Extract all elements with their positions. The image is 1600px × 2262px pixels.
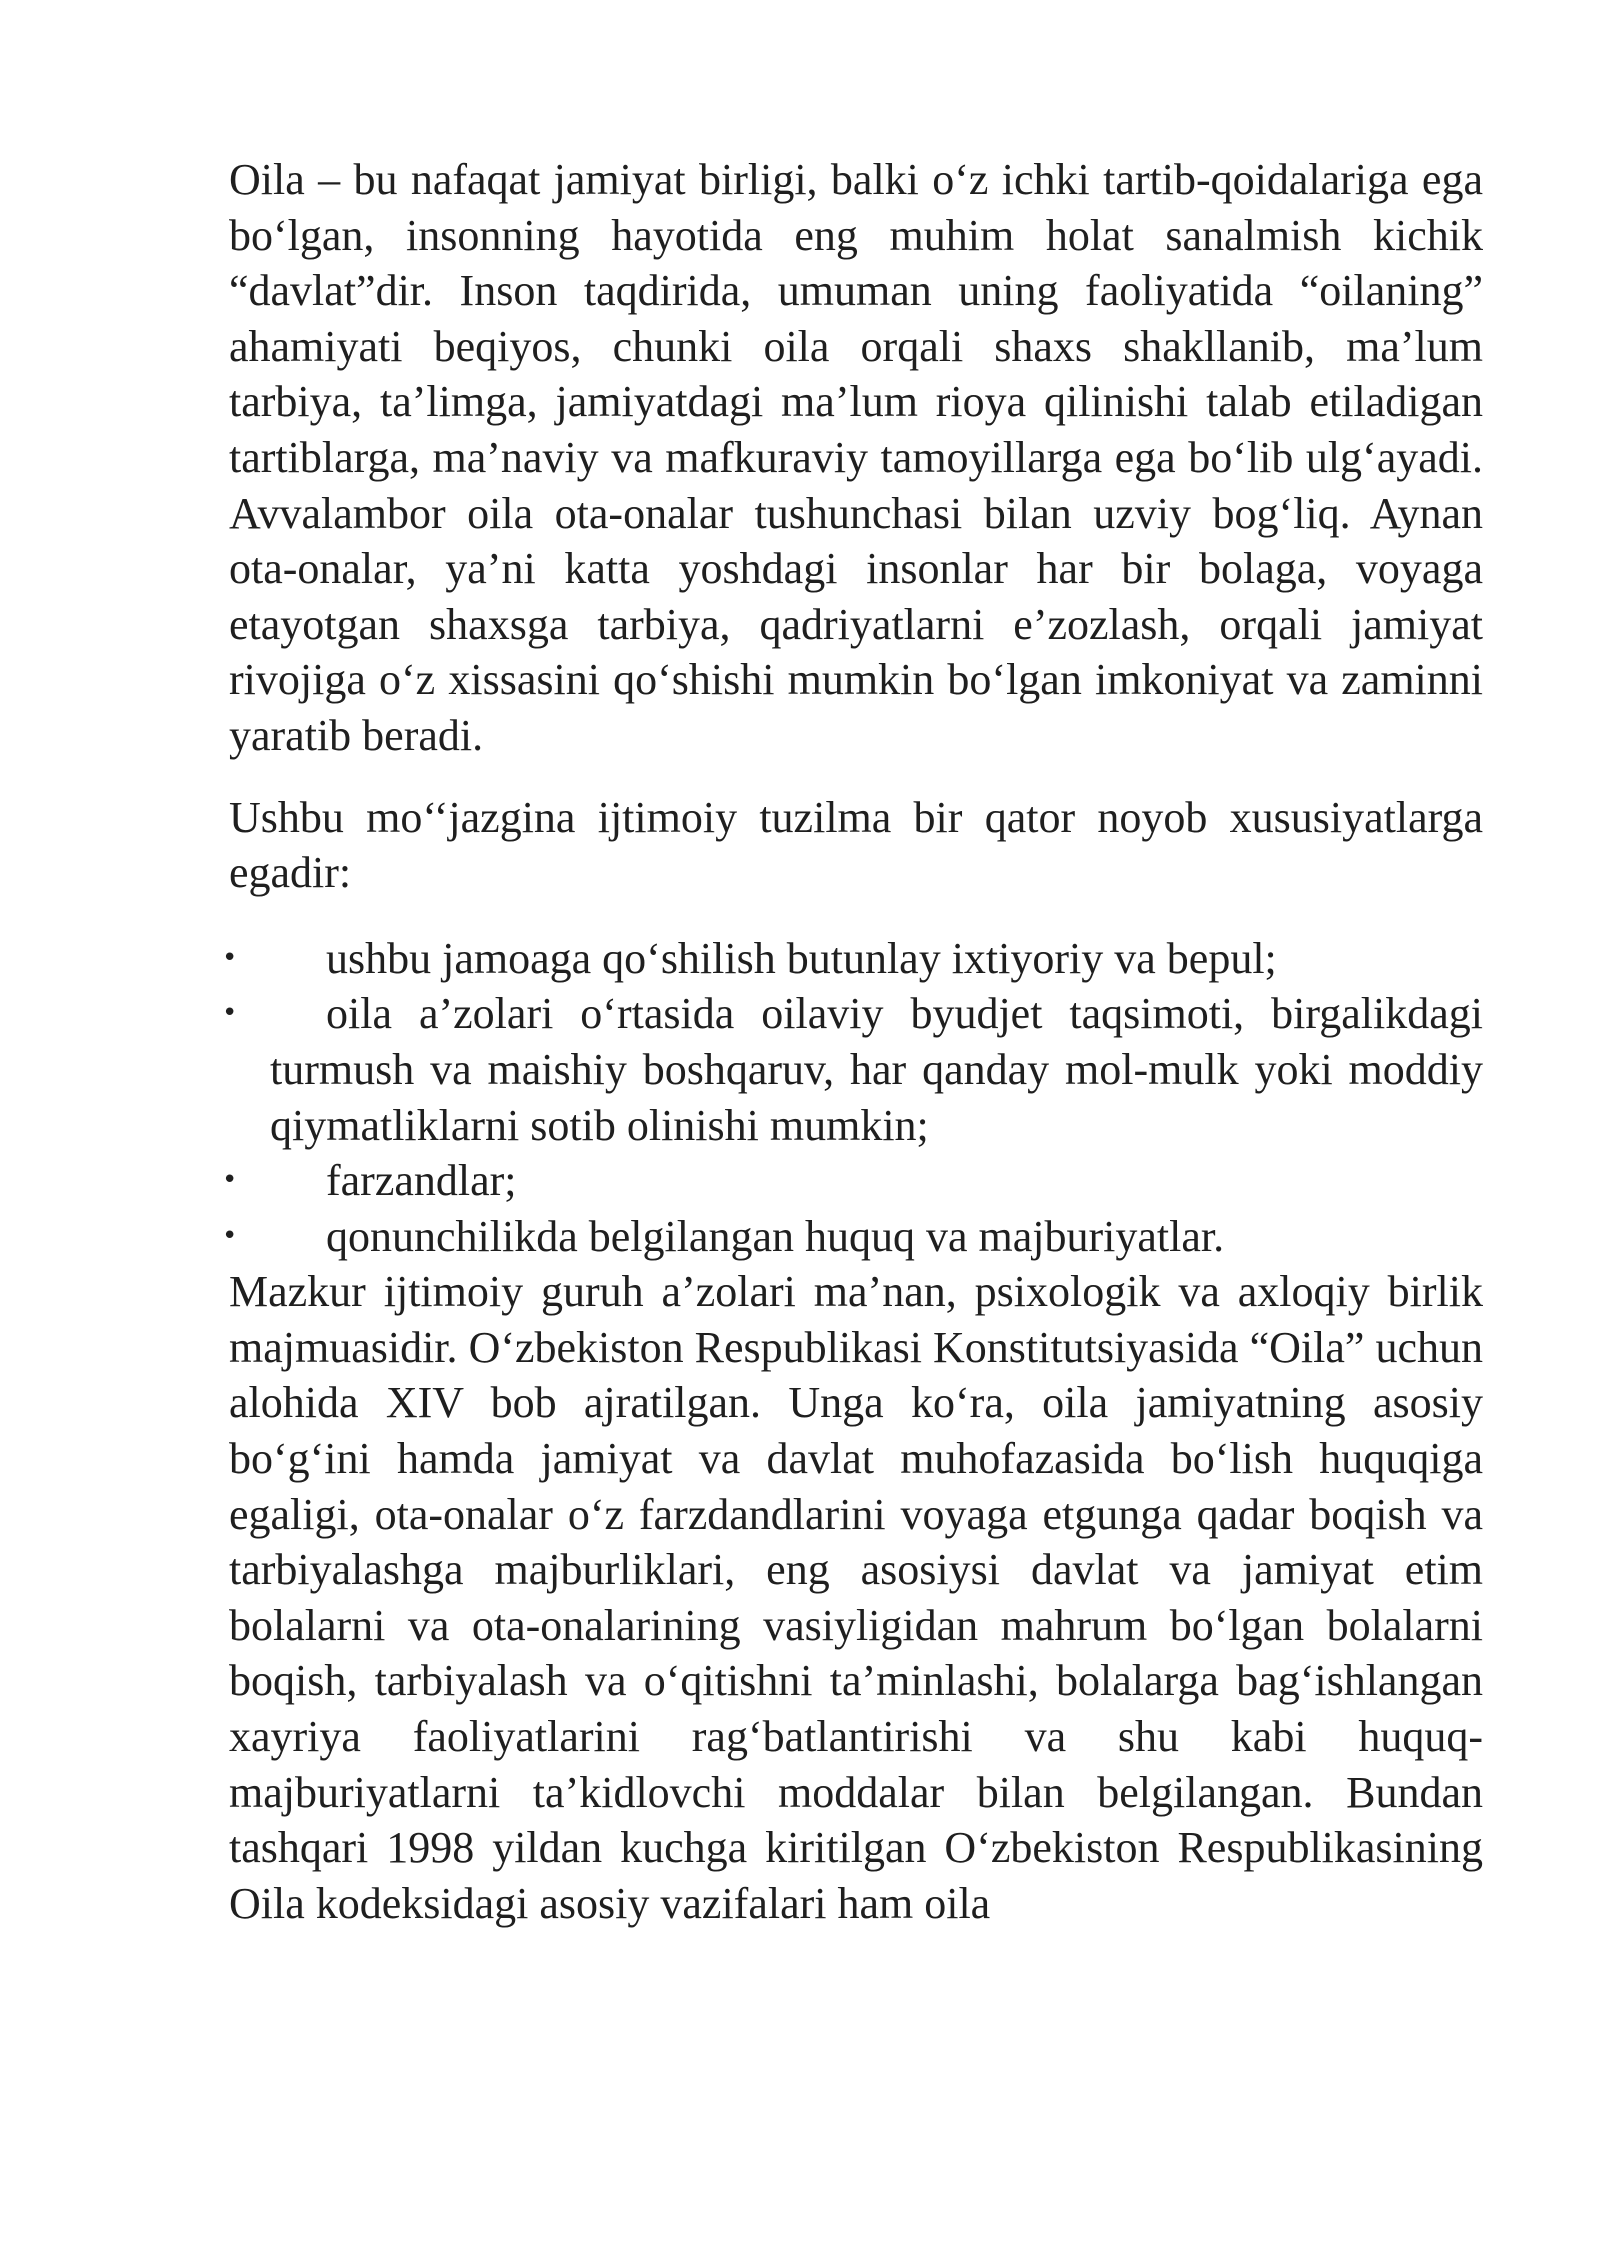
- list-item: [222, 1153, 1483, 1209]
- list-item: [222, 1209, 1483, 1265]
- bullet-icon: •: [222, 942, 238, 973]
- bullet-icon: •: [222, 1165, 238, 1196]
- bullet-icon: •: [222, 998, 238, 1029]
- list-item-text: ushbu jamoaga qo‘shilish butunlay ixtiyoriy va bepul;: [326, 933, 1277, 983]
- features-list: [222, 931, 1483, 1265]
- paragraph-family-definition: Oila – bu nafaqat jamiyat birligi, balki o‘z ichki tartib-qoidalariga ega bo‘lgan, insonning hayotida eng muhim holat sanalmish kichik “davlat”dir. Inson taqdirida, umuman uning faoliyatida “oilaning” ahamiyati beqiyos, chunki oila orqali shaxs shakllanib, ma’lum tarbiya, ta’limga, jamiyatdagi ma’lum rioya qilinishi talab etiladigan tartiblarga, ma’naviy va mafkuraviy tamoyillarga ega bo‘lib ulg‘ayadi. Avvalambor oila ota-onalar tushunchasi bilan uzviy bog‘liq. Aynan ota-onalar, ya’ni katta yoshdagi insonlar har bir bolaga, voyaga etayotgan shaxsga tarbiya, qadriyatlarni e’zozlash, orqali jamiyat rivojiga o‘z xissasini qo‘shishi mumkin bo‘lgan imkoniyat va zaminni yaratib beradi.: [229, 155, 1483, 760]
- document-page: [222, 152, 1483, 1931]
- paragraph-constitution: Mazkur ijtimoiy guruh a’zolari ma’nan, psixologik va axloqiy birlik majmuasidir. O‘zbekiston Respublikasi Konstitutsiyasida “Oila” uchun alohida XIV bob ajratilgan. Unga ko‘ra, oila jamiyatning asosiy bo‘g‘ini hamda jamiyat va davlat muhofazasida bo‘lish huquqiga egaligi, ota-onalar o‘z farzdandlarini voyaga etgunga qadar boqish va tarbiyalashga majburliklari, eng asosiysi davlat va jamiyat etim bolalarni va ota-onalarining vasiyligidan mahrum bo‘lgan bolalarni boqish, tarbiyalash va o‘qitishni ta’minlashi, bolalarga bag‘ishlangan xayriya faoliyatlarini rag‘batlantirishi va shu kabi huquq-majburiyatlarni ta’kidlovchi moddalar bilan belgilangan. Bundan tashqari 1998 yildan kuchga kiritilgan O‘zbekiston Respublikasining Oila kodeksidagi asosiy vazifalari ham oila: [229, 1267, 1483, 1928]
- list-item: [222, 986, 1483, 1153]
- list-item-text: qonunchilikda belgilangan huquq va majburiyatlar.: [326, 1211, 1225, 1261]
- list-item-text: farzandlar;: [326, 1156, 517, 1206]
- bullet-icon: •: [222, 1220, 238, 1251]
- list-item-text: oila a’zolari o‘rtasida oilaviy byudjet taqsimoti, birgalikdagi turmush va maishiy boshqaruv, har qanday mol-mulk yoki moddiy qiymatliklarni sotib olinishi mumkin;: [270, 989, 1483, 1150]
- paragraph-features-intro: Ushbu mo‘‘jazgina ijtimoiy tuzilma bir qator noyob xususiyatlarga egadir:: [229, 792, 1483, 898]
- list-item: [222, 931, 1483, 987]
